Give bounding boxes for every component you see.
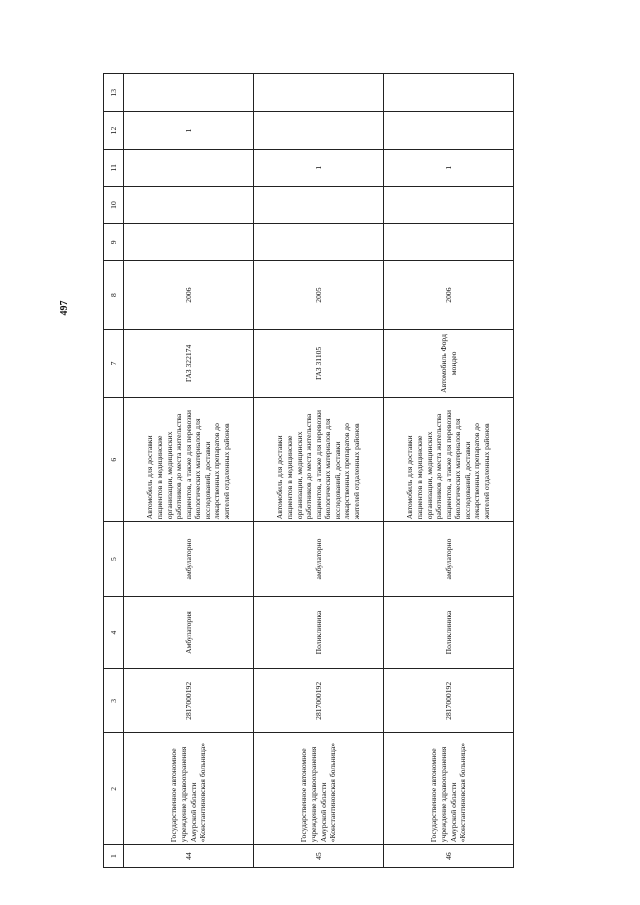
- vehicle-model-cell: ГАЗ 31105: [254, 329, 384, 397]
- inn-cell: 2817000192: [384, 669, 514, 733]
- care-type-cell: амбулаторно: [384, 522, 514, 597]
- table-row: [124, 74, 254, 868]
- column-header: 4: [104, 596, 124, 668]
- table-cell: 1: [384, 149, 514, 186]
- rotated-table-container: [103, 73, 613, 868]
- row-number: 46: [384, 845, 514, 868]
- table-cell: [124, 224, 254, 261]
- inn-cell: 2817000192: [254, 669, 384, 733]
- table-row: [254, 74, 384, 868]
- table-cell: [384, 224, 514, 261]
- table-cell: [124, 186, 254, 223]
- vehicle-purpose-cell: Автомобиль для доставки пациентов в медицинские организации, медицинских работников до места жительства пациентов, а также для перевозки биологических материалов для исследований, доставки лекарственных препаратов до жителей отдаленных районов: [124, 398, 254, 522]
- table-cell: [124, 74, 254, 112]
- table-cell: [384, 74, 514, 112]
- care-type-cell: амбулаторно: [254, 522, 384, 597]
- column-header: 12: [104, 112, 124, 149]
- table-cell: [254, 224, 384, 261]
- division-cell: Поликлиника: [384, 596, 514, 668]
- vehicle-purpose-cell: Автомобиль для доставки пациентов в медицинские организации, медицинских работников до места жительства пациентов, а также для перевозки биологических материалов для исследований, доставки лекарственных препаратов до жителей отдаленных районов: [384, 398, 514, 522]
- column-header: 11: [104, 149, 124, 186]
- table-cell: 1: [254, 149, 384, 186]
- division-cell: Поликлиника: [254, 596, 384, 668]
- organization-name: Государственное автономное учреждение здравоохранения Амурской области «Константиновская больница»: [384, 733, 514, 845]
- column-header: 9: [104, 224, 124, 261]
- vehicle-model-cell: Автомобиль Форд мондео: [384, 329, 514, 397]
- table-cell: [254, 112, 384, 149]
- column-header: 3: [104, 669, 124, 733]
- header-row: [104, 74, 124, 868]
- table-cell: [384, 186, 514, 223]
- organization-name: Государственное автономное учреждение здравоохранения Амурской области «Константиновская больница»: [254, 733, 384, 845]
- table-cell: [254, 74, 384, 112]
- care-type-cell: амбулаторно: [124, 522, 254, 597]
- column-header: 7: [104, 329, 124, 397]
- vehicle-purpose-cell: Автомобиль для доставки пациентов в медицинские организации, медицинских работников до места жительства пациентов, а также для перевозки биологических материалов для исследований, доставки лекарственных препаратов до жителей отдаленных районов: [254, 398, 384, 522]
- row-number: 45: [254, 845, 384, 868]
- table-cell: [124, 149, 254, 186]
- column-header: 2: [104, 733, 124, 845]
- vehicle-year-cell: 2005: [254, 261, 384, 329]
- organization-name: Государственное автономное учреждение здравоохранения Амурской области «Константиновская больница»: [124, 733, 254, 845]
- column-header: 1: [104, 845, 124, 868]
- vehicle-year-cell: 2006: [124, 261, 254, 329]
- vehicle-model-cell: ГАЗ 322174: [124, 329, 254, 397]
- column-header: 10: [104, 186, 124, 223]
- table-cell: 1: [124, 112, 254, 149]
- column-header: 13: [104, 74, 124, 112]
- column-header: 6: [104, 398, 124, 522]
- vehicles-table: [103, 73, 514, 868]
- column-header: 8: [104, 261, 124, 329]
- table-cell: [384, 112, 514, 149]
- table-row: [384, 74, 514, 868]
- division-cell: Амбулатория: [124, 596, 254, 668]
- inn-cell: 2817000192: [124, 669, 254, 733]
- vehicle-year-cell: 2006: [384, 261, 514, 329]
- page-number: 497: [59, 300, 70, 316]
- column-header: 5: [104, 522, 124, 597]
- row-number: 44: [124, 845, 254, 868]
- table-cell: [254, 186, 384, 223]
